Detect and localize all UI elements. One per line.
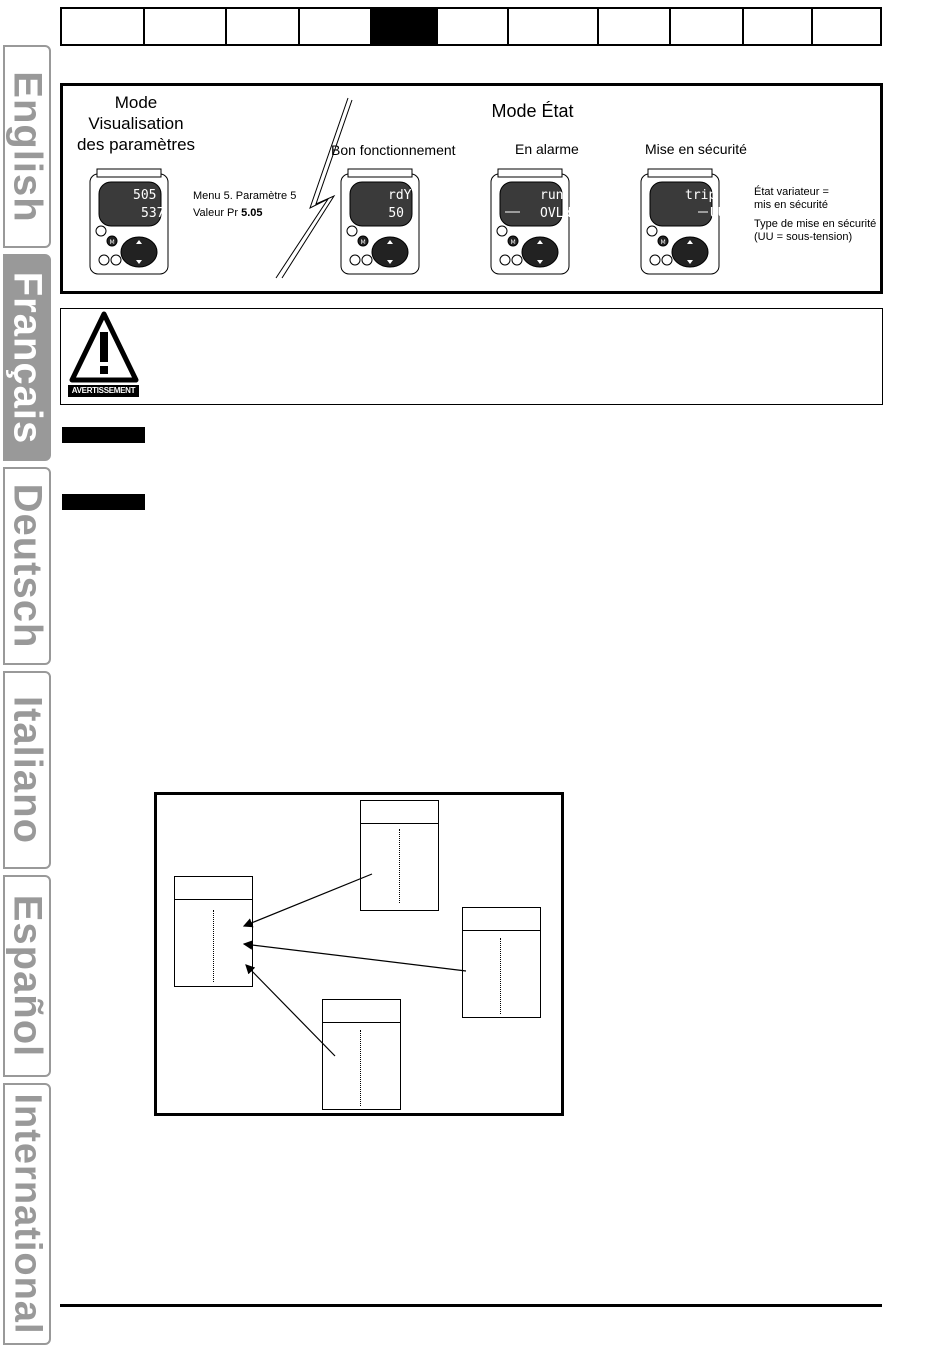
language-tab-label: Français <box>5 271 50 444</box>
warning-triangle-icon <box>70 312 138 384</box>
keypad-param-view <box>89 168 169 276</box>
status-mode-title: Mode État <box>491 101 574 121</box>
warning-box <box>60 308 883 405</box>
language-tab-italiano[interactable] <box>3 671 51 869</box>
nav-cell[interactable] <box>438 9 509 44</box>
language-tab-label: Deutsch <box>5 483 50 649</box>
mode-key-label: M <box>109 239 115 246</box>
menu-link-arrows <box>154 792 564 1116</box>
nav-cell[interactable] <box>744 9 813 44</box>
trip-state-annotation: État variateur = mis en sécurité <box>754 186 829 211</box>
nav-cell[interactable] <box>300 9 372 44</box>
param-annotation-number: 5.05 <box>241 207 263 219</box>
keypad-trip <box>640 168 726 276</box>
trip-display-line2: UU <box>710 206 726 221</box>
section-heading-bar <box>62 494 145 510</box>
mode-key-label: M <box>510 239 516 246</box>
language-tab-francais[interactable] <box>3 254 51 461</box>
param-annotation-menu: Menu 5. Paramètre 5 <box>193 190 297 202</box>
nav-cell[interactable] <box>599 9 671 44</box>
nav-cell-active[interactable] <box>372 9 438 44</box>
nav-cell[interactable] <box>813 9 880 44</box>
param-display-line2: 537 <box>141 206 165 221</box>
nav-cell[interactable] <box>62 9 145 44</box>
language-tab-deutsch[interactable] <box>3 467 51 665</box>
section-heading-bar <box>62 427 145 443</box>
language-tab-label: English <box>5 70 50 223</box>
nav-cell[interactable] <box>671 9 744 44</box>
param-display-line1: 505 <box>133 188 157 203</box>
normal-operation-label: Bon fonctionnement <box>331 142 456 158</box>
param-view-mode-title: Mode Visualisation des paramètres <box>76 93 196 154</box>
language-tab-international[interactable] <box>3 1083 51 1345</box>
trip-label: Mise en sécurité <box>645 141 747 157</box>
mode-key-label: M <box>360 239 366 246</box>
alarm-label: En alarme <box>515 141 579 157</box>
param-annotation-value <box>193 207 263 220</box>
alarm-display-line1: run <box>540 188 564 203</box>
trip-type-annotation: Type de mise en sécurité (UU = sous-tension) <box>754 218 877 243</box>
nav-cell[interactable] <box>509 9 599 44</box>
keypad-alarm <box>490 168 570 276</box>
normal-display-line2: 50 <box>388 206 404 221</box>
top-navigation-bar <box>60 7 882 46</box>
alarm-display-line2: OVLd <box>540 206 572 221</box>
language-tab-english[interactable] <box>3 45 51 248</box>
mode-key-label: M <box>660 239 666 246</box>
keypad-normal-operation <box>340 168 420 276</box>
language-tab-label: Italiano <box>5 695 50 845</box>
language-tab-espanol[interactable] <box>3 875 51 1077</box>
language-tab-label: Español <box>5 894 50 1058</box>
warning-label: AVERTISSEMENT <box>68 385 139 397</box>
trip-display-line1: trip <box>685 188 717 203</box>
footer-rule <box>60 1304 882 1307</box>
param-annotation-prefix: Valeur Pr <box>193 207 242 219</box>
normal-display-line1: rdY <box>388 188 412 203</box>
nav-cell[interactable] <box>145 9 227 44</box>
nav-cell[interactable] <box>227 9 300 44</box>
language-tab-label: International <box>6 1093 49 1335</box>
